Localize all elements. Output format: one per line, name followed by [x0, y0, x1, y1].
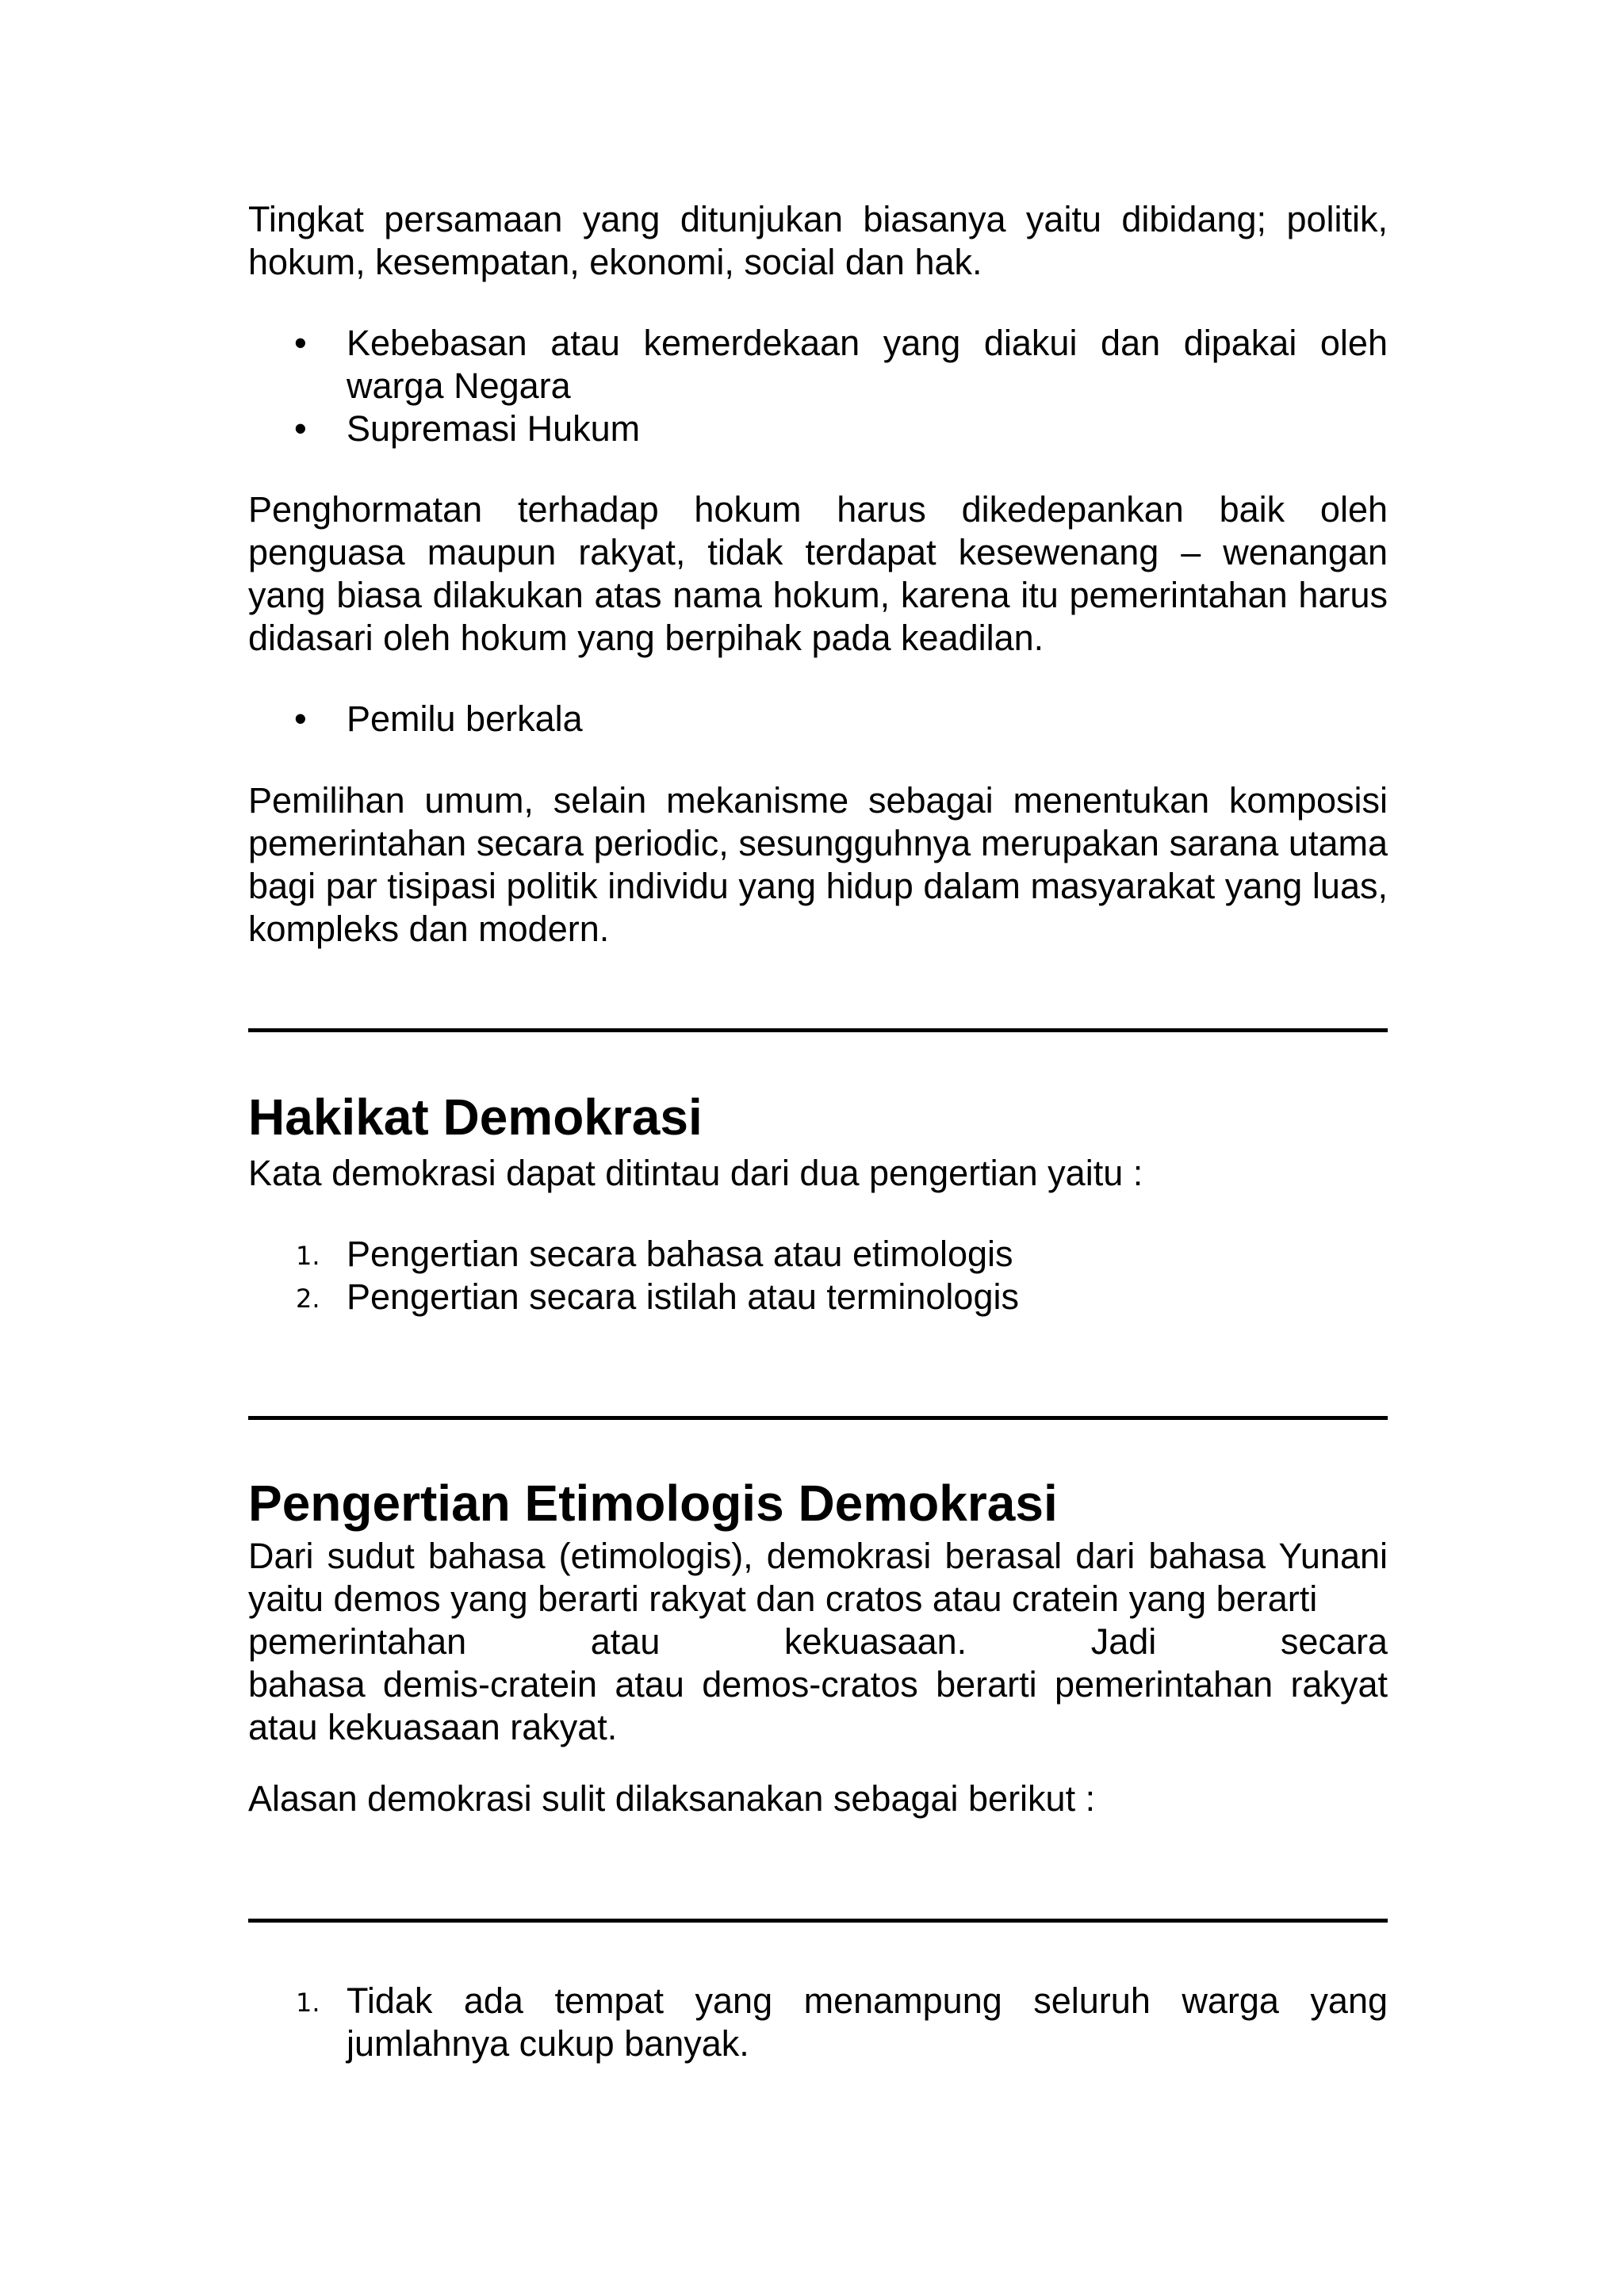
paragraph-etimologis-end: bahasa demis-cratein atau demos-cratos berarti pemerintahan rakyat atau kekuasaan rakyat. [248, 1664, 1388, 1747]
list-item [248, 1276, 1388, 1318]
block-pemilu [248, 779, 1388, 951]
list-item-text: Supremasi Hukum [347, 408, 641, 449]
list-item [248, 1980, 1388, 2065]
list-item-text: Pengertian secara istilah atau terminologis [347, 1276, 1019, 1317]
numbered-list [248, 1980, 1388, 2065]
section-heading: Hakikat Demokrasi [248, 1089, 703, 1146]
block-hukum [248, 488, 1388, 660]
paragraph-etimologis: Dari sudut bahasa (etimologis), demokrasi berasal dari bahasa Yunani yaitu demos yang berarti rakyat dan cratos atau cratein yang berarti [248, 1536, 1388, 1619]
list-item [248, 698, 1388, 740]
bullet-list-1 [248, 322, 1388, 450]
list-number: 1. [296, 1241, 320, 1271]
numbered-list [248, 1233, 1388, 1318]
word: kekuasaan. [783, 1621, 967, 1662]
paragraph-pemilu: Pemilihan umum, selain mekanisme sebagai menentukan komposisi pemerintahan secara periodic, sesungguhnya merupakan sarana utama bagi par tisipasi politik individu yang hidup dalam masyarakat yang luas, kompleks dan modern. [248, 780, 1388, 949]
list-item-text: Tidak ada tempat yang menampung seluruh warga yang jumlahnya cukup banyak. [347, 1980, 1388, 2064]
section-intro: Kata demokrasi dapat ditintau dari dua pengertian yaitu : [248, 1153, 1143, 1193]
section-divider [248, 1028, 1388, 1032]
word: atau [590, 1621, 661, 1662]
section-alasan [248, 1980, 1388, 2065]
word: secara [1280, 1621, 1388, 1662]
section-divider [248, 1416, 1388, 1420]
list-item [248, 1233, 1388, 1276]
section-divider [248, 1919, 1388, 1923]
list-number: 1. [296, 1988, 320, 2018]
list-item-text: Pemilu berkala [347, 698, 583, 739]
list-item-text: Pengertian secara bahasa atau etimologis [347, 1234, 1013, 1274]
bullet-icon: • [294, 698, 307, 739]
section-heading: Pengertian Etimologis Demokrasi [248, 1475, 1058, 1532]
word: pemerintahan [248, 1621, 467, 1662]
bullet-icon: • [294, 408, 307, 449]
bullet-icon: • [294, 323, 307, 363]
paragraph-spread-line [248, 1621, 1388, 1663]
block-persamaan [248, 198, 1388, 284]
list-item-text: Kebebasan atau kemerdekaan yang diakui dan dipakai oleh warga Negara [347, 323, 1388, 406]
reasons-intro: Alasan demokrasi sulit dilaksanakan sebagai berikut : [248, 1778, 1096, 1819]
list-item [248, 322, 1388, 408]
list-number: 2. [296, 1284, 320, 1314]
section-hakikat [248, 1087, 1388, 1318]
word: Jadi [1090, 1621, 1157, 1662]
section-etimologis [248, 1473, 1388, 1820]
list-item [248, 408, 1388, 450]
bullet-list-2 [248, 698, 1388, 740]
paragraph-supremasi-hukum: Penghormatan terhadap hokum harus dikedepankan baik oleh penguasa maupun rakyat, tidak terdapat kesewenang – wenangan yang biasa dilakukan atas nama hokum, karena itu pemerintahan harus didasari oleh hokum yang berpihak pada keadilan. [248, 489, 1388, 658]
paragraph-persamaan: Tingkat persamaan yang ditunjukan biasanya yaitu dibidang; politik, hokum, kesempatan, ekonomi, social dan hak. [248, 199, 1388, 282]
